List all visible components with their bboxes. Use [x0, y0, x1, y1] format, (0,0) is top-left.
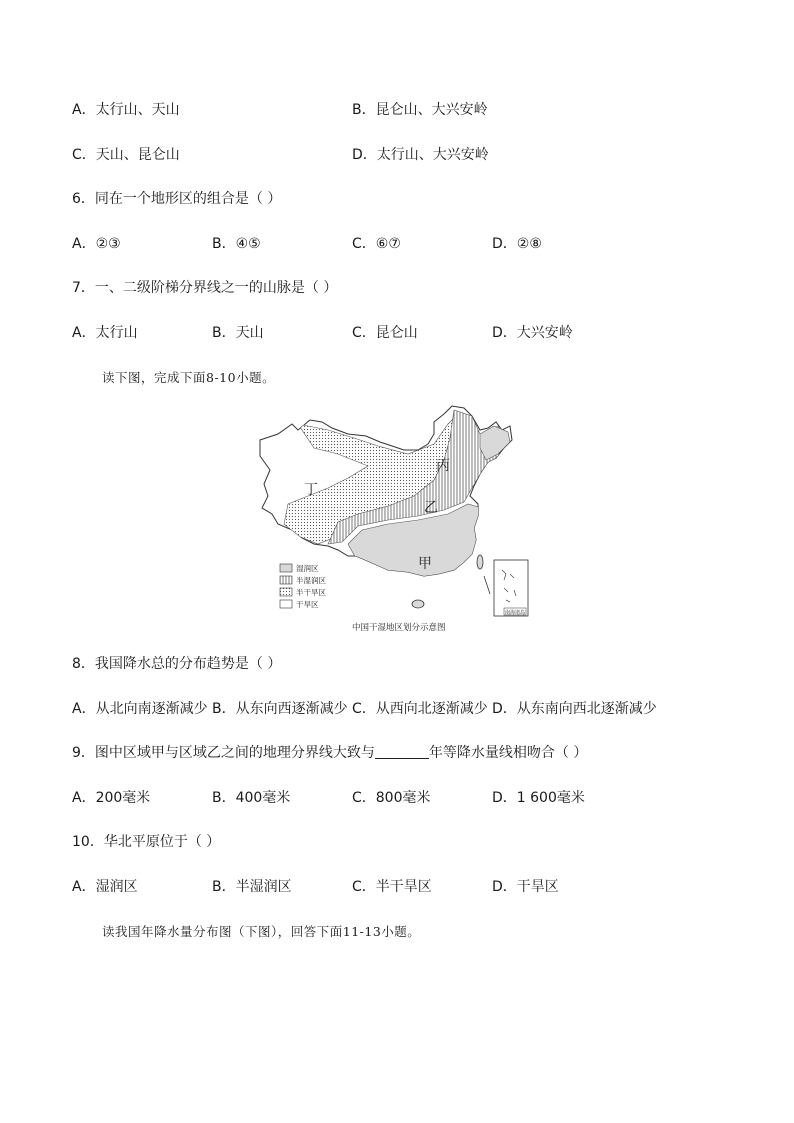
- q9-option-b: B．400毫米: [212, 790, 291, 806]
- q9-stem-before: 9．图中区域甲与区域乙之间的地理分界线大致与: [72, 745, 375, 761]
- q6-stem: 6．同在一个地形区的组合是（ ）: [72, 191, 282, 207]
- q7-option-d: D．大兴安岭: [492, 325, 573, 341]
- q9-option-a: A．200毫米: [72, 790, 151, 806]
- south-china-sea-inset: [494, 560, 528, 616]
- region-label-ding: 丁: [304, 482, 318, 498]
- map-legend: [280, 563, 326, 609]
- q8-stem: 8．我国降水总的分布趋势是（ ）: [72, 656, 282, 672]
- legend-arid: 干旱区: [296, 600, 319, 609]
- q5-option-d: D．太行山、大兴安岭: [352, 147, 489, 163]
- q7-option-c: C．昆仑山: [352, 325, 418, 341]
- q8-option-a: A．从北向南逐渐减少: [72, 701, 208, 717]
- legend-humid: 湿润区: [296, 564, 319, 573]
- q6-option-d: D．②⑧: [492, 236, 542, 252]
- q10-option-d: D．干旱区: [492, 879, 559, 895]
- q8-option-d: D．从东南向西北逐渐减少: [492, 701, 657, 717]
- q6-option-a: A．②③: [72, 236, 121, 252]
- reading-instruction-11-13: 读我国年降水量分布图（下图），回答下面11-13小题。: [102, 924, 421, 939]
- q8-option-c: C．从西向北逐渐减少: [352, 701, 488, 717]
- q10-stem: 10．华北平原位于（ ）: [72, 834, 221, 850]
- legend-semi-arid: 半干旱区: [296, 588, 326, 597]
- inset-label: 南海诸岛: [505, 610, 526, 616]
- legend-semi-humid: 半湿润区: [296, 576, 326, 585]
- q7-stem: 7．一、二级阶梯分界线之一的山脉是（ ）: [72, 280, 338, 296]
- taiwan-island: [477, 555, 483, 569]
- q10-option-c: C．半干旱区: [352, 879, 432, 895]
- q9-blank: [375, 744, 429, 759]
- region-label-yi: 乙: [424, 500, 438, 516]
- q9-option-d: D．1 600毫米: [492, 790, 585, 806]
- q5-option-b: B．昆仑山、大兴安岭: [352, 102, 488, 118]
- q5-option-c: C．天山、昆仑山: [72, 147, 180, 163]
- northeast-humid-zone: [480, 426, 510, 460]
- reading-instruction-8-10: 读下图，完成下面8-10小题。: [102, 370, 276, 385]
- q9-option-c: C．800毫米: [352, 790, 431, 806]
- hainan-island: [412, 600, 424, 608]
- map-graphic: [258, 404, 530, 636]
- map-title: 中国干湿地区划分示意图: [352, 623, 446, 633]
- q6-option-b: B．④⑤: [212, 236, 261, 252]
- q7-option-b: B．天山: [212, 325, 264, 341]
- q10-option-a: A．湿润区: [72, 879, 138, 895]
- region-label-jia: 甲: [418, 556, 432, 572]
- region-label-bing: 丙: [436, 458, 450, 474]
- q6-option-c: C．⑥⑦: [352, 236, 401, 252]
- q5-option-a: A．太行山、天山: [72, 102, 180, 118]
- q8-option-b: B．从东向西逐渐减少: [212, 701, 348, 717]
- q7-option-a: A．太行山: [72, 325, 138, 341]
- q9-stem: [72, 743, 587, 763]
- china-dry-wet-map: [258, 404, 530, 636]
- q9-stem-after: 年等降水量线相吻合（ ）: [428, 745, 588, 761]
- q10-option-b: B．半湿润区: [212, 879, 292, 895]
